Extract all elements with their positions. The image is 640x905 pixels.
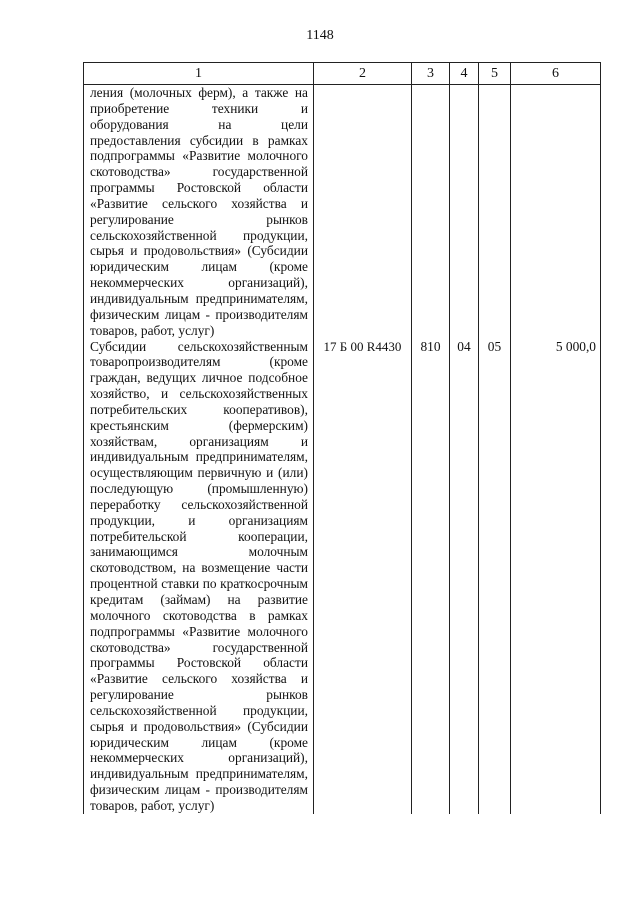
column-header-1: 1 [84,63,314,85]
row-section [450,85,479,339]
row-description: ления (молочных ферм), а также на приобретение техники и оборудования на цели предоставления субсидии в рамках подпрограммы «Развитие молочного скотоводства» государственной программы Ростовской области «Развитие сельского хозяйства и регулирование рынков сельскохозяйственной продукции, сырья и продовольствия» (Субсидии юридическим лицам (кроме некоммерческих организаций), индивидуальным предпринимателям, физическим лицам - производителям товаров, работ, услуг) [84,85,314,339]
row-target-code [314,85,412,339]
row-subsection: 05 [479,339,511,814]
row-target-code: 17 Б 00 R4430 [314,339,412,814]
column-header-2: 2 [314,63,412,85]
row-amount [511,85,601,339]
page-number: 1148 [306,28,334,43]
row-amount: 5 000,0 [511,339,601,814]
table-row [84,85,601,339]
row-section: 04 [450,339,479,814]
table-row [84,339,601,814]
column-header-3: 3 [412,63,450,85]
column-header-4: 4 [450,63,479,85]
row-description: Субсидии сельскохозяйственным товаропроизводителям (кроме граждан, ведущих личное подсобное хозяйство, и сельскохозяйственных потребительских кооперативов), крестьянским (фермерским) хозяйствам, организациям и индивидуальным предпринимателям, осуществляющим первичную и (или) последующую (промышленную) переработку сельскохозяйственной продукции, и организациям потребительской кооперации, занимающимся молочным скотоводством, на возмещение части процентной ставки по краткосрочным кредитам (займам) на развитие молочного скотоводства в рамках подпрограммы «Развитие молочного скотоводства» государственной программы Ростовской области «Развитие сельского хозяйства и регулирование рынков сельскохозяйственной продукции, сырья и продовольствия» (Субсидии юридическим лицам (кроме некоммерческих организаций), индивидуальным предпринимателям, физическим лицам - производителям товаров, работ, услуг) [84,339,314,814]
budget-table [83,62,601,814]
row-expense-type [412,85,450,339]
column-header-5: 5 [479,63,511,85]
row-subsection [479,85,511,339]
column-header-6: 6 [511,63,601,85]
row-expense-type: 810 [412,339,450,814]
table-header-row [84,63,601,85]
